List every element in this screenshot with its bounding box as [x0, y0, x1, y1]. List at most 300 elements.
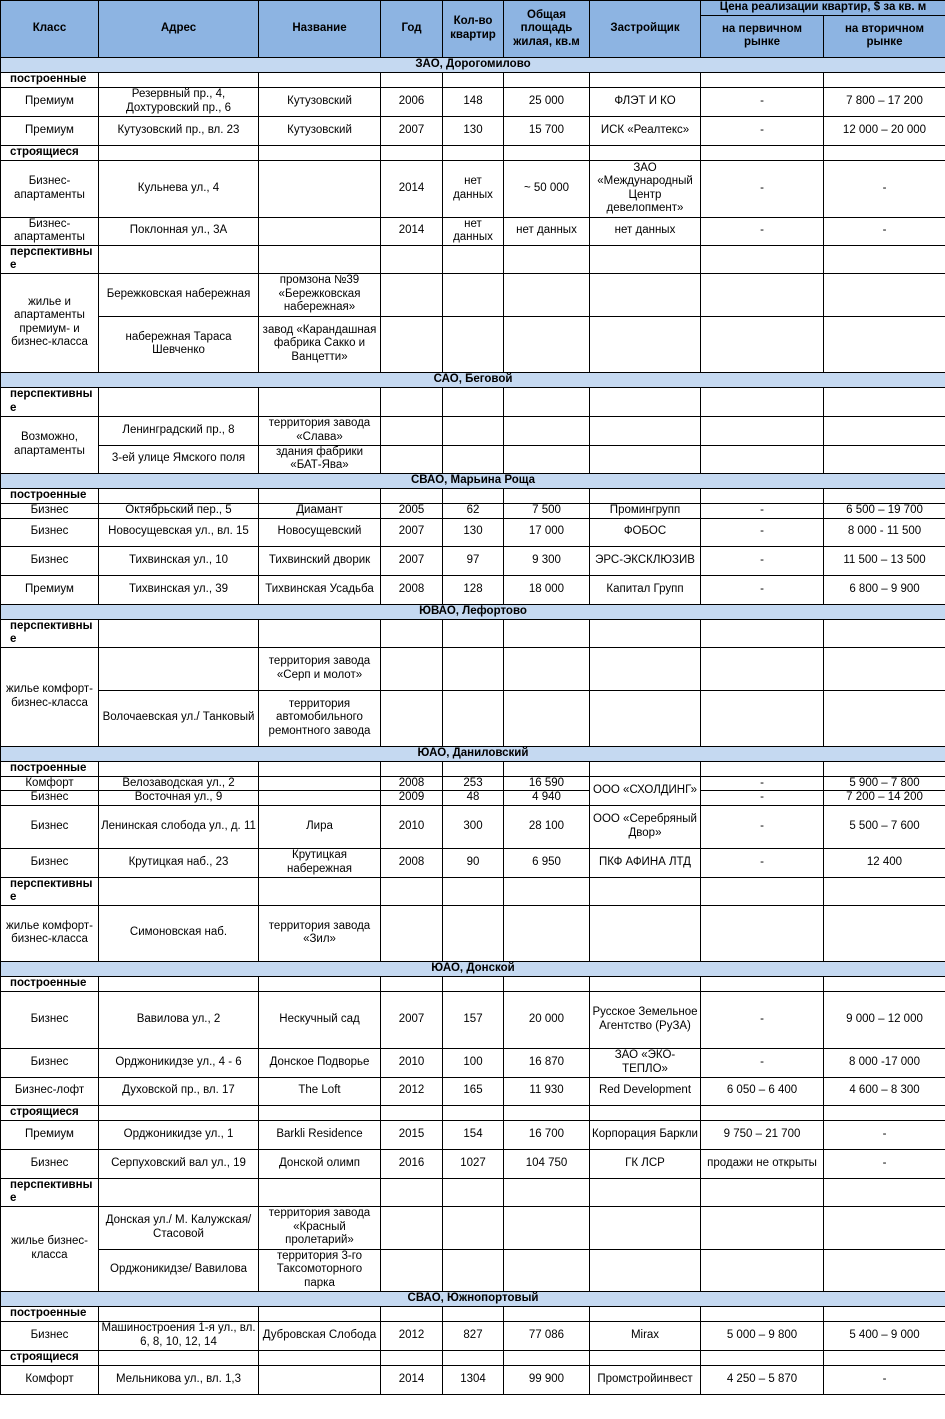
table-cell [443, 1249, 504, 1291]
table-cell [504, 1206, 590, 1249]
group-row [1, 145, 945, 160]
table-cell: территория завода «Серп и молот» [259, 647, 381, 690]
empty-cell [259, 619, 381, 647]
table-cell: Тихвинская ул., 39 [99, 575, 259, 604]
table-cell [824, 1206, 945, 1249]
table-cell [443, 690, 504, 746]
empty-cell [443, 72, 504, 87]
empty-cell [701, 761, 824, 776]
empty-cell [824, 72, 945, 87]
table-cell: ИСК «Реалтекс» [590, 116, 701, 145]
empty-cell [99, 245, 259, 273]
section-title: ЮАО, Даниловский [1, 746, 945, 761]
empty-cell [381, 877, 443, 905]
table-cell: Машиностроения 1-я ул., вл. 6, 8, 10, 12, 14 [99, 1321, 259, 1350]
empty-cell [504, 1350, 590, 1365]
table-cell [381, 416, 443, 445]
table-cell: Лира [259, 805, 381, 848]
header-developer: Застройщик [590, 1, 701, 58]
table-cell: 5 400 – 9 000 [824, 1321, 945, 1350]
table-cell: - [701, 160, 824, 217]
table-cell [701, 690, 824, 746]
section-row [1, 372, 945, 387]
table-cell: Корпорация Баркли [590, 1120, 701, 1149]
table-cell: 5 500 – 7 600 [824, 805, 945, 848]
table-cell: ООО «СХОЛДИНГ» [590, 776, 701, 805]
table-cell [824, 316, 945, 372]
empty-cell [504, 488, 590, 503]
table-cell: 16 700 [504, 1120, 590, 1149]
empty-cell [590, 387, 701, 416]
table-row [1, 1249, 945, 1291]
table-cell [99, 647, 259, 690]
table-cell [259, 160, 381, 217]
table-cell: 2008 [381, 575, 443, 604]
empty-cell [504, 145, 590, 160]
empty-cell [824, 488, 945, 503]
table-cell: 3-ей улице Ямского поля [99, 445, 259, 473]
table-cell [824, 273, 945, 316]
group-row [1, 877, 945, 905]
table-cell: 2007 [381, 991, 443, 1048]
table-cell [701, 905, 824, 961]
table-cell: 4 250 – 5 870 [701, 1365, 824, 1394]
table-cell: Поклонная ул., 3А [99, 217, 259, 245]
empty-cell [590, 1350, 701, 1365]
group-row [1, 1306, 945, 1321]
empty-cell [824, 877, 945, 905]
section-row [1, 961, 945, 976]
table-cell: The Loft [259, 1077, 381, 1105]
table-cell: Возможно, апартаменты [1, 416, 99, 473]
section-title: СВАО, Южнопортовый [1, 1291, 945, 1306]
table-cell [443, 316, 504, 372]
table-cell: завод «Карандашная фабрика Сакко и Ванцетти» [259, 316, 381, 372]
table-cell: Донской олимп [259, 1149, 381, 1178]
section-title: ЮАО, Донской [1, 961, 945, 976]
empty-cell [259, 1178, 381, 1206]
table-cell: 130 [443, 518, 504, 546]
table-cell [443, 445, 504, 473]
table-cell [381, 273, 443, 316]
table-cell [701, 316, 824, 372]
table-cell: жилье бизнес-класса [1, 1206, 99, 1291]
table-cell: Комфорт [1, 1365, 99, 1394]
header-name: Название [259, 1, 381, 58]
empty-cell [701, 976, 824, 991]
table-cell: Дубровская Слобода [259, 1321, 381, 1350]
empty-cell [99, 72, 259, 87]
group-label: перспективные [1, 1178, 99, 1206]
table-cell: - [701, 518, 824, 546]
table-cell: 97 [443, 546, 504, 575]
empty-cell [443, 1178, 504, 1206]
table-cell: жилье комфорт-бизнес-класса [1, 647, 99, 746]
group-label: построенные [1, 488, 99, 503]
table-cell: Волочаевская ул./ Танковый [99, 690, 259, 746]
table-cell: Бережковская набережная [99, 273, 259, 316]
table-cell: Бизнес [1, 518, 99, 546]
table-cell [824, 1249, 945, 1291]
table-cell: 2014 [381, 160, 443, 217]
empty-cell [504, 387, 590, 416]
table-cell: 2010 [381, 1048, 443, 1077]
table-cell: 1027 [443, 1149, 504, 1178]
empty-cell [99, 1178, 259, 1206]
table-cell [824, 905, 945, 961]
group-row [1, 619, 945, 647]
table-cell: 6 500 – 19 700 [824, 503, 945, 518]
table-cell: 25 000 [504, 87, 590, 116]
table-cell [443, 647, 504, 690]
group-label: перспективные [1, 387, 99, 416]
table-cell [701, 1249, 824, 1291]
table-cell: - [824, 1365, 945, 1394]
table-cell: 2008 [381, 776, 443, 791]
table-cell: 11 500 – 13 500 [824, 546, 945, 575]
empty-cell [701, 877, 824, 905]
empty-cell [259, 387, 381, 416]
empty-cell [824, 619, 945, 647]
table-cell: Barkli Residence [259, 1120, 381, 1149]
table-cell: 12 000 – 20 000 [824, 116, 945, 145]
table-cell [701, 1206, 824, 1249]
table-row [1, 1321, 945, 1350]
group-row [1, 976, 945, 991]
section-row [1, 1291, 945, 1306]
table-cell [824, 647, 945, 690]
empty-cell [701, 72, 824, 87]
empty-cell [701, 245, 824, 273]
table-cell: Ленинская слобода ул., д. 11 [99, 805, 259, 848]
table-cell: Премиум [1, 575, 99, 604]
table-cell: территория завода «Зил» [259, 905, 381, 961]
empty-cell [99, 976, 259, 991]
empty-cell [99, 877, 259, 905]
empty-cell [504, 245, 590, 273]
table-cell: Кутузовский пр., вл. 23 [99, 116, 259, 145]
table-cell: 2007 [381, 518, 443, 546]
empty-cell [701, 619, 824, 647]
empty-cell [701, 145, 824, 160]
empty-cell [381, 145, 443, 160]
table-cell: 827 [443, 1321, 504, 1350]
table-cell: Русское Земельное Агентство (РуЗА) [590, 991, 701, 1048]
empty-cell [504, 976, 590, 991]
empty-cell [590, 877, 701, 905]
table-cell: 18 000 [504, 575, 590, 604]
table-cell: Мельникова ул., вл. 1,3 [99, 1365, 259, 1394]
table-cell: 99 900 [504, 1365, 590, 1394]
table-cell: Бизнес [1, 1048, 99, 1077]
table-cell [824, 416, 945, 445]
table-cell: Тихвинский дворик [259, 546, 381, 575]
header-count: Кол-во квартир [443, 1, 504, 58]
empty-cell [590, 488, 701, 503]
table-cell: Восточная ул., 9 [99, 791, 259, 806]
table-cell: 7 200 – 14 200 [824, 791, 945, 806]
header-primary: на первичном рынке [701, 15, 824, 57]
table-cell [824, 445, 945, 473]
table-cell: 2009 [381, 791, 443, 806]
empty-cell [504, 72, 590, 87]
table-row [1, 575, 945, 604]
table-cell [590, 905, 701, 961]
table-cell: 5 000 – 9 800 [701, 1321, 824, 1350]
table-cell: Бизнес [1, 546, 99, 575]
table-cell: - [701, 116, 824, 145]
table-cell: Mirax [590, 1321, 701, 1350]
header-address: Адрес [99, 1, 259, 58]
table-cell: 7 500 [504, 503, 590, 518]
group-row [1, 488, 945, 503]
table-cell: Ленинградский пр., 8 [99, 416, 259, 445]
table-header [1, 1, 945, 58]
table-cell: 1304 [443, 1365, 504, 1394]
empty-cell [590, 145, 701, 160]
table-cell: 157 [443, 991, 504, 1048]
empty-cell [824, 245, 945, 273]
table-cell: - [701, 217, 824, 245]
table-row [1, 1149, 945, 1178]
table-cell: здания фабрики «БАТ-Ява» [259, 445, 381, 473]
empty-cell [381, 619, 443, 647]
table-cell: 2007 [381, 116, 443, 145]
empty-cell [590, 1105, 701, 1120]
header-secondary: на вторичном рынке [824, 15, 945, 57]
table-cell: 2016 [381, 1149, 443, 1178]
empty-cell [701, 1105, 824, 1120]
empty-cell [504, 761, 590, 776]
empty-cell [259, 1105, 381, 1120]
empty-cell [590, 72, 701, 87]
table-cell: 5 900 – 7 800 [824, 776, 945, 791]
empty-cell [381, 72, 443, 87]
table-row [1, 905, 945, 961]
table-cell [701, 273, 824, 316]
table-cell: - [824, 160, 945, 217]
table-cell [590, 316, 701, 372]
table-cell [504, 1249, 590, 1291]
table-cell: Премиум [1, 87, 99, 116]
empty-cell [381, 1350, 443, 1365]
group-row [1, 387, 945, 416]
empty-cell [824, 976, 945, 991]
table-row [1, 791, 945, 806]
table-cell: - [701, 848, 824, 877]
empty-cell [381, 761, 443, 776]
table-cell: Бизнес [1, 848, 99, 877]
section-title: СВАО, Марьина Роща [1, 473, 945, 488]
table-cell: Бизнес [1, 805, 99, 848]
table-cell: 16 590 [504, 776, 590, 791]
table-cell: 4 600 – 8 300 [824, 1077, 945, 1105]
empty-cell [99, 488, 259, 503]
table-cell: Комфорт [1, 776, 99, 791]
table-cell [701, 445, 824, 473]
empty-cell [381, 387, 443, 416]
empty-cell [504, 877, 590, 905]
group-row [1, 1350, 945, 1365]
group-row [1, 245, 945, 273]
table-cell: ЗАО «Международный Центр девелопмент» [590, 160, 701, 217]
empty-cell [443, 1306, 504, 1321]
group-row [1, 1178, 945, 1206]
table-cell: 2005 [381, 503, 443, 518]
empty-cell [824, 1178, 945, 1206]
table-cell: - [701, 87, 824, 116]
empty-cell [824, 387, 945, 416]
table-cell: 6 050 – 6 400 [701, 1077, 824, 1105]
empty-cell [259, 761, 381, 776]
table-cell: 8 000 - 11 500 [824, 518, 945, 546]
table-cell: Кутузовский [259, 87, 381, 116]
table-cell: 165 [443, 1077, 504, 1105]
table-cell: Премиум [1, 116, 99, 145]
table-cell [504, 690, 590, 746]
table-cell: 28 100 [504, 805, 590, 848]
table-cell: Диамант [259, 503, 381, 518]
table-cell [590, 445, 701, 473]
table-cell [504, 905, 590, 961]
table-row [1, 217, 945, 245]
table-cell: 9 000 – 12 000 [824, 991, 945, 1048]
table-cell [443, 416, 504, 445]
table-row [1, 991, 945, 1048]
section-row [1, 604, 945, 619]
table-cell [590, 647, 701, 690]
section-title: ЗАО, Дорогомилово [1, 57, 945, 72]
table-cell: Бизнес-апартаменты [1, 217, 99, 245]
empty-cell [590, 1178, 701, 1206]
table-cell: Симоновская наб. [99, 905, 259, 961]
table-cell: 2008 [381, 848, 443, 877]
table-cell: ГК ЛСР [590, 1149, 701, 1178]
table-cell [259, 1365, 381, 1394]
table-cell: ЭРС-ЭКСКЛЮЗИВ [590, 546, 701, 575]
section-title: САО, Беговой [1, 372, 945, 387]
table-cell [504, 647, 590, 690]
empty-cell [259, 72, 381, 87]
table-cell: ФОБОС [590, 518, 701, 546]
table-cell: - [824, 1120, 945, 1149]
table-cell [381, 647, 443, 690]
table-cell: 9 750 – 21 700 [701, 1120, 824, 1149]
table-cell [504, 416, 590, 445]
empty-cell [590, 245, 701, 273]
table-cell: 8 000 -17 000 [824, 1048, 945, 1077]
table-cell [381, 1249, 443, 1291]
table-cell: Промстройинвест [590, 1365, 701, 1394]
table-cell [381, 690, 443, 746]
empty-cell [99, 1306, 259, 1321]
section-row [1, 57, 945, 72]
table-row [1, 316, 945, 372]
table-cell: жилье и апартаменты премиум- и бизнес-класса [1, 273, 99, 372]
table-cell: 2014 [381, 217, 443, 245]
table-row [1, 503, 945, 518]
table-cell: территория завода «Слава» [259, 416, 381, 445]
table-cell: Бизнес [1, 1149, 99, 1178]
table-cell: жилье комфорт-бизнес-класса [1, 905, 99, 961]
table-cell: Кутузовский [259, 116, 381, 145]
table-cell: Кульнева ул., 4 [99, 160, 259, 217]
table-cell: Red Development [590, 1077, 701, 1105]
empty-cell [259, 1350, 381, 1365]
table-cell [381, 905, 443, 961]
table-cell [381, 316, 443, 372]
table-cell: - [701, 503, 824, 518]
empty-cell [381, 976, 443, 991]
table-cell: 300 [443, 805, 504, 848]
table-cell: Орджоникидзе ул., 4 - 6 [99, 1048, 259, 1077]
table-row [1, 87, 945, 116]
table-cell: Промингрупп [590, 503, 701, 518]
table-cell: промзона №39 «Бережковская набережная» [259, 273, 381, 316]
table-row [1, 1048, 945, 1077]
table-cell [259, 791, 381, 806]
table-body [1, 57, 945, 1394]
table-cell [590, 1206, 701, 1249]
header-price: Цена реализации квартир, $ за кв. м [701, 1, 945, 16]
table-cell: Велозаводская ул., 2 [99, 776, 259, 791]
empty-cell [504, 1178, 590, 1206]
table-cell: Вавилова ул., 2 [99, 991, 259, 1048]
table-cell: 62 [443, 503, 504, 518]
table-cell: 2014 [381, 1365, 443, 1394]
table-cell: - [824, 217, 945, 245]
table-cell: Бизнес [1, 1321, 99, 1350]
group-row [1, 1105, 945, 1120]
empty-cell [701, 1350, 824, 1365]
table-cell: - [701, 546, 824, 575]
header-class: Класс [1, 1, 99, 58]
table-cell: 6 950 [504, 848, 590, 877]
table-cell: Бизнес [1, 503, 99, 518]
table-cell: Орджоникидзе/ Вавилова [99, 1249, 259, 1291]
table-cell: ~ 50 000 [504, 160, 590, 217]
table-cell: - [701, 805, 824, 848]
table-cell [701, 647, 824, 690]
empty-cell [381, 1306, 443, 1321]
table-cell: нет данных [443, 160, 504, 217]
table-row [1, 445, 945, 473]
section-row [1, 473, 945, 488]
empty-cell [99, 619, 259, 647]
group-label: перспективные [1, 877, 99, 905]
table-cell: 2015 [381, 1120, 443, 1149]
table-cell: 148 [443, 87, 504, 116]
section-title: ЮВАО, Лефортово [1, 604, 945, 619]
empty-cell [701, 387, 824, 416]
table-cell: Премиум [1, 1120, 99, 1149]
header-area: Общая площадь жилая, кв.м [504, 1, 590, 58]
table-cell: Бизнес [1, 791, 99, 806]
empty-cell [443, 145, 504, 160]
table-cell: нет данных [590, 217, 701, 245]
table-row [1, 647, 945, 690]
empty-cell [701, 488, 824, 503]
table-row [1, 1077, 945, 1105]
empty-cell [701, 1178, 824, 1206]
empty-cell [504, 619, 590, 647]
table-cell [381, 1206, 443, 1249]
group-row [1, 761, 945, 776]
table-cell: Бизнес-апартаменты [1, 160, 99, 217]
group-label: построенные [1, 1306, 99, 1321]
table-cell: Резервный пр., 4, Дохтуровский пр., 6 [99, 87, 259, 116]
section-row [1, 746, 945, 761]
